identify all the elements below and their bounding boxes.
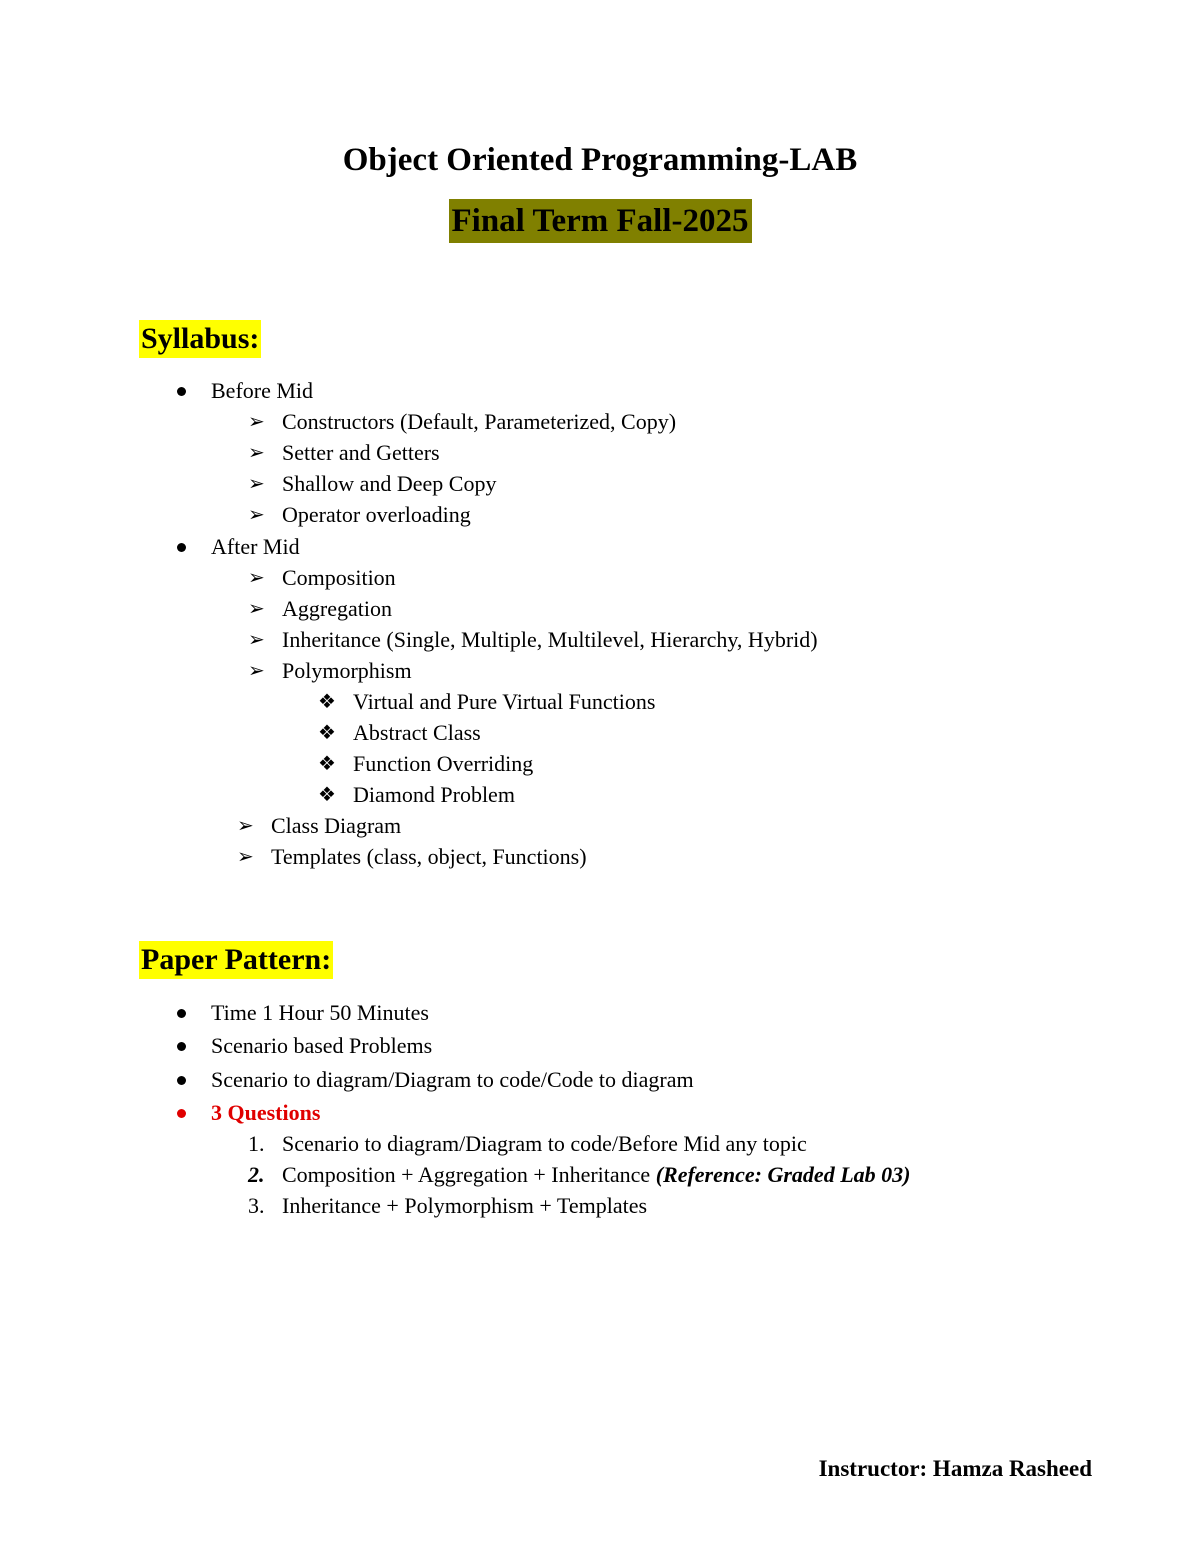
diamond-bullet-icon: ❖ (318, 784, 336, 806)
arrow-bullet-icon: ➢ (248, 629, 265, 651)
arrow-bullet-icon: ➢ (248, 660, 265, 682)
list-item: Constructors (Default, Parameterized, Copy) (282, 409, 677, 434)
list-item: Operator overloading (282, 502, 471, 527)
list-item: Templates (class, object, Functions) (271, 844, 587, 869)
after-mid-label: After Mid (211, 534, 300, 559)
list-item: Scenario to diagram/Diagram to code/Code to diagram (211, 1067, 694, 1092)
document-subtitle: Final Term Fall-2025 (449, 199, 752, 243)
arrow-bullet-icon: ➢ (248, 411, 265, 433)
list-item: Polymorphism (282, 658, 412, 683)
arrow-bullet-icon: ➢ (248, 567, 265, 589)
list-item: Function Overriding (353, 751, 534, 776)
question-text: Inheritance + Polymorphism + Templates (282, 1193, 648, 1218)
question-number: 3. (248, 1193, 265, 1218)
questions-label: 3 Questions (211, 1100, 321, 1125)
question-number: 2. (248, 1162, 265, 1187)
paper-pattern-heading: Paper Pattern: (139, 941, 333, 979)
document-title: Object Oriented Programming-LAB (342, 142, 858, 178)
diamond-bullet-icon: ❖ (318, 753, 336, 775)
list-item: Inheritance (Single, Multiple, Multilevel, Hierarchy, Hybrid) (282, 627, 818, 652)
question-line (282, 1161, 910, 1189)
bullet-disc-icon (177, 387, 186, 396)
instructor-name: Instructor: Hamza Rasheed (818, 1456, 1092, 1481)
arrow-bullet-icon: ➢ (248, 442, 265, 464)
list-item: Diamond Problem (353, 782, 515, 807)
bullet-disc-icon (177, 1076, 186, 1085)
arrow-bullet-icon: ➢ (237, 846, 254, 868)
list-item: Virtual and Pure Virtual Functions (353, 689, 656, 714)
bullet-disc-icon (177, 543, 186, 552)
list-item: Scenario based Problems (211, 1033, 433, 1058)
bullet-disc-icon (177, 1042, 186, 1051)
arrow-bullet-icon: ➢ (248, 504, 265, 526)
bullet-disc-icon (177, 1009, 186, 1018)
list-item: Setter and Getters (282, 440, 440, 465)
list-item: Shallow and Deep Copy (282, 471, 497, 496)
arrow-bullet-icon: ➢ (248, 598, 265, 620)
arrow-bullet-icon: ➢ (248, 473, 265, 495)
list-item: Time 1 Hour 50 Minutes (211, 1000, 429, 1025)
list-item: Aggregation (282, 596, 392, 621)
question-text: Composition + Aggregation + Inheritance (282, 1162, 656, 1187)
arrow-bullet-icon: ➢ (237, 815, 254, 837)
diamond-bullet-icon: ❖ (318, 722, 336, 744)
diamond-bullet-icon: ❖ (318, 691, 336, 713)
question-text: Scenario to diagram/Diagram to code/Before Mid any topic (282, 1131, 807, 1156)
list-item: Abstract Class (353, 720, 481, 745)
syllabus-heading: Syllabus: (139, 320, 261, 358)
list-item: Composition (282, 565, 396, 590)
list-item: Class Diagram (271, 813, 402, 838)
before-mid-label: Before Mid (211, 378, 314, 403)
question-number: 1. (248, 1131, 265, 1156)
subtitle-wrapper (0, 199, 1200, 243)
bullet-disc-icon (177, 1109, 186, 1118)
question-reference: (Reference: Graded Lab 03) (655, 1162, 911, 1187)
